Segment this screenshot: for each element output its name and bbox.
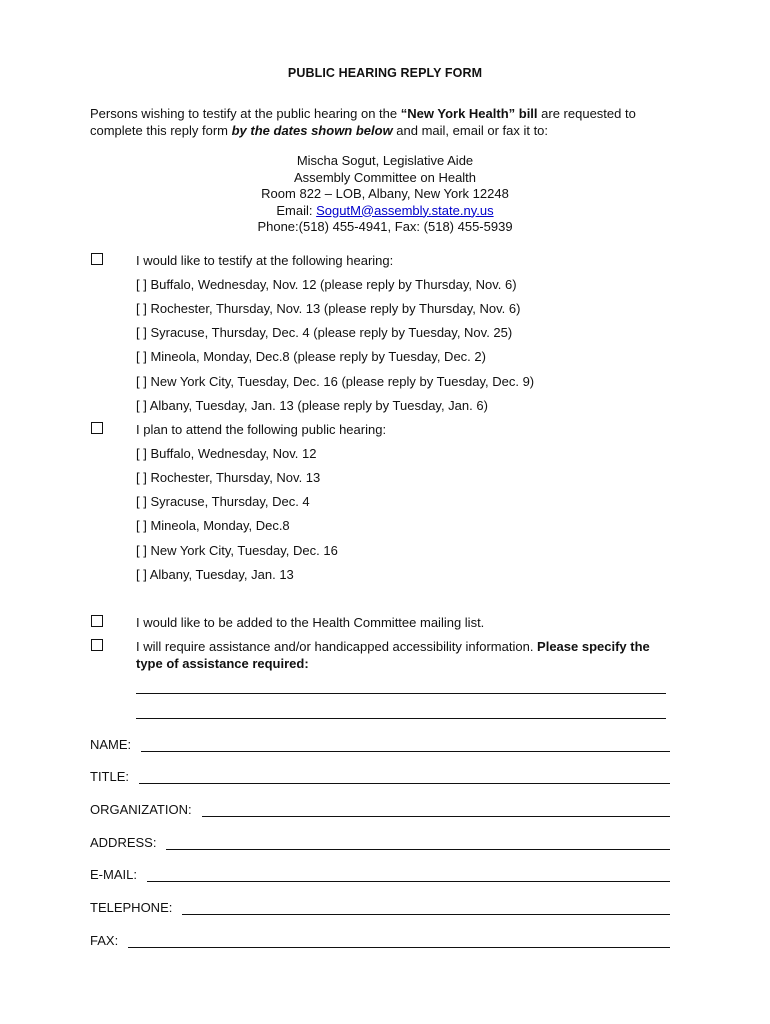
telephone-label: TELEPHONE: (90, 900, 173, 915)
address-label: ADDRESS: (90, 835, 157, 850)
attend-option-mineola[interactable]: [ ] Mineola, Monday, Dec.8 (136, 518, 290, 533)
address-line-email (0, 203, 770, 220)
name-field (90, 737, 670, 752)
fax-label: FAX: (90, 933, 119, 948)
email-field-label: E-MAIL: (90, 867, 137, 882)
address-input-line[interactable] (166, 836, 670, 850)
name-label: NAME: (90, 737, 132, 752)
title-field (90, 769, 670, 784)
address-line-committee: Assembly Committee on Health (293, 169, 477, 185)
title-input-line[interactable] (139, 770, 670, 784)
fax-field (90, 933, 670, 948)
address-line-name: Mischa Sogut, Legislative Aide (296, 153, 474, 168)
name-input-line[interactable] (141, 738, 670, 752)
testify-heading: I would like to testify at the following hearing: (136, 253, 394, 268)
email-field (90, 867, 670, 882)
intro-text-2: are requested to complete this reply form (90, 106, 636, 138)
telephone-field (90, 900, 670, 915)
assistance-checkbox[interactable] (91, 639, 103, 651)
assistance-line-1[interactable] (136, 693, 666, 694)
attend-option-nyc[interactable]: [ ] New York City, Tuesday, Dec. 16 (136, 543, 338, 558)
dates-emphasis: by the dates shown below (231, 123, 393, 138)
form-title: PUBLIC HEARING REPLY FORM (287, 66, 483, 80)
intro-paragraph (90, 105, 690, 139)
testify-option-mineola[interactable]: [ ] Mineola, Monday, Dec.8 (please reply by Tuesday, Dec. 2) (136, 349, 486, 364)
intro-text-1: Persons wishing to testify at the public hearing on the (90, 106, 401, 121)
attend-option-syracuse[interactable]: [ ] Syracuse, Thursday, Dec. 4 (136, 494, 310, 509)
email-label: Email: (276, 202, 317, 218)
organization-field (90, 802, 670, 817)
mailing-list-label: I would like to be added to the Health Committee mailing list. (136, 615, 485, 630)
fax-input-line[interactable] (128, 934, 670, 948)
attend-option-buffalo[interactable]: [ ] Buffalo, Wednesday, Nov. 12 (136, 446, 317, 461)
testify-checkbox[interactable] (91, 253, 103, 265)
email-input-line[interactable] (147, 868, 670, 882)
attend-option-rochester[interactable]: [ ] Rochester, Thursday, Nov. 13 (136, 470, 321, 485)
assistance-line-2[interactable] (136, 718, 666, 719)
intro-text-3: and mail, email or fax it to: (392, 123, 549, 138)
telephone-input-line[interactable] (182, 901, 670, 915)
organization-input-line[interactable] (202, 803, 670, 817)
testify-option-nyc[interactable]: [ ] New York City, Tuesday, Dec. 16 (please reply by Tuesday, Dec. 9) (136, 374, 535, 389)
mailing-list-checkbox[interactable] (91, 615, 103, 627)
address-field (90, 835, 670, 850)
bill-name: “New York Health” bill (400, 106, 538, 121)
organization-label: ORGANIZATION: (90, 802, 192, 817)
email-link[interactable]: SogutM@assembly.state.ny.us (316, 202, 494, 218)
attend-option-albany[interactable]: [ ] Albany, Tuesday, Jan. 13 (136, 567, 294, 582)
attend-checkbox[interactable] (91, 422, 103, 434)
testify-option-syracuse[interactable]: [ ] Syracuse, Thursday, Dec. 4 (please reply by Tuesday, Nov. 25) (136, 325, 513, 340)
assistance-text: I will require assistance and/or handicapped accessibility information. (136, 639, 538, 654)
mailing-address (0, 153, 770, 236)
assistance-label (136, 638, 676, 672)
testify-option-buffalo[interactable]: [ ] Buffalo, Wednesday, Nov. 12 (please reply by Thursday, Nov. 6) (136, 277, 517, 292)
address-line-phone: Phone:(518) 455-4941, Fax: (518) 455-5939 (257, 219, 513, 234)
attend-heading: I plan to attend the following public hearing: (136, 422, 387, 437)
assistance-emphasis: Please specify the type of assistance required: (136, 639, 650, 671)
testify-option-rochester[interactable]: [ ] Rochester, Thursday, Nov. 13 (please reply by Thursday, Nov. 6) (136, 301, 521, 316)
address-line-room: Room 822 – LOB, Albany, New York 12248 (261, 186, 509, 201)
testify-option-albany[interactable]: [ ] Albany, Tuesday, Jan. 13 (please reply by Tuesday, Jan. 6) (136, 398, 488, 413)
title-label: TITLE: (90, 769, 130, 784)
